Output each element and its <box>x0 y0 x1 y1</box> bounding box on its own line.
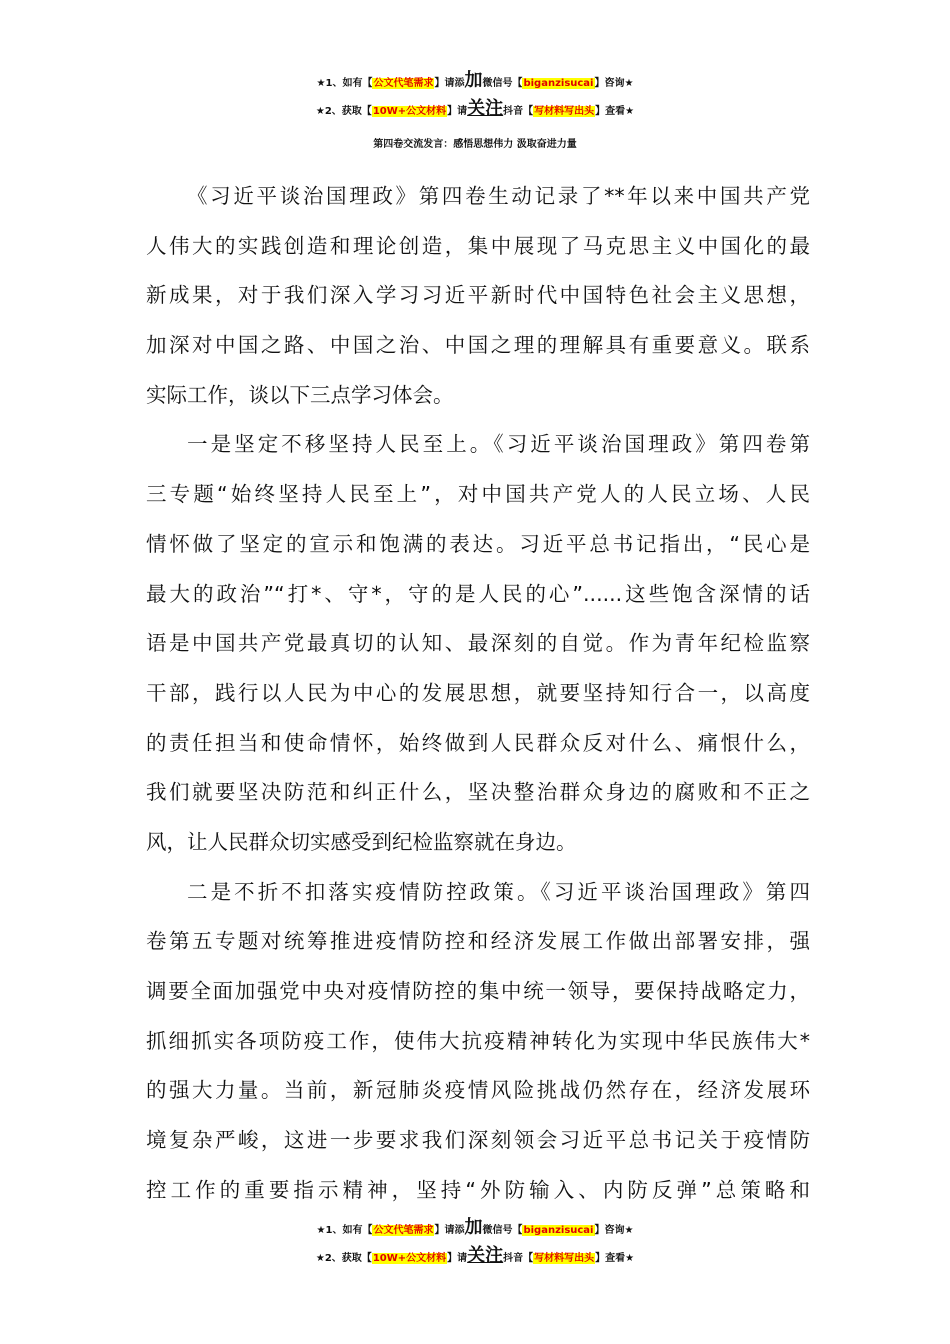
highlight-douyin: 写材料写出头 <box>534 106 595 117</box>
text-line: 三专题“始终坚持人民至上”，对中国共产党人的人民立场、人民 <box>146 482 810 507</box>
highlight-douyin: 写材料写出头 <box>534 1253 595 1264</box>
paragraph-point-one <box>146 420 810 867</box>
banner-line-1: ★1、如有【公文代笔需求】请添加微信号【biganzisucai】咨询★ <box>316 70 634 91</box>
footer-banner <box>0 1215 950 1271</box>
text-line: 新成果，对于我们深入学习习近平新时代中国特色社会主义思想， <box>146 283 810 308</box>
text-line: 最大的政治”“打*、守*，守的是人民的心”......这些饱含深情的话 <box>146 581 810 606</box>
banner-line-1: ★1、如有【公文代笔需求】请添加微信号【biganzisucai】咨询★ <box>316 1217 634 1238</box>
paragraph-point-two <box>146 868 810 1216</box>
document-body <box>146 172 810 1215</box>
text-line: 《习近平谈治国理政》第四卷生动记录了**年以来中国共产党 <box>187 184 810 208</box>
header-banner <box>0 68 950 124</box>
text-line: 我们就要坚决防范和纠正什么，坚决整治群众身边的腐败和不正之 <box>146 780 810 805</box>
text-line: 调要全面加强党中央对疫情防控的集中统一领导，要保持战略定力， <box>146 979 810 1003</box>
highlight-materials: 10W+公文材料 <box>372 106 447 117</box>
banner-line-2: ★2、获取【10W+公文材料】请关注抖音【写材料写出头】查看★ <box>315 98 635 119</box>
highlight-service: 公文代笔需求 <box>373 1225 434 1236</box>
highlight-wechat-id: biganzisucai <box>523 1225 594 1236</box>
text-line: 人伟大的实践创造和理论创造，集中展现了马克思主义中国化的最 <box>146 233 810 258</box>
highlight-service: 公文代笔需求 <box>373 78 434 89</box>
banner-line-2: ★2、获取【10W+公文材料】请关注抖音【写材料写出头】查看★ <box>315 1245 635 1266</box>
text-line: 实际工作，谈以下三点学习体会。 <box>146 382 454 407</box>
text-line: 控工作的重要指示精神，坚持“外防输入、内防反弹”总策略和 <box>146 1177 810 1202</box>
text-line: 的强大力量。当前，新冠肺炎疫情风险挑战仍然存在，经济发展环 <box>146 1078 810 1103</box>
text-line: 境复杂严峻，这进一步要求我们深刻领会习近平总书记关于疫情防 <box>146 1128 810 1153</box>
text-line: 卷第五专题对统筹推进疫情防控和经济发展工作做出部署安排，强 <box>146 929 810 954</box>
text-line: 语是中国共产党最真切的认知、最深刻的自觉。作为青年纪检监察 <box>146 631 810 656</box>
text-line: 抓细抓实各项防疫工作，使伟大抗疫精神转化为实现中华民族伟大* <box>146 1028 810 1053</box>
document-title: 第四卷交流发言：感悟思想伟力 汲取奋进力量 <box>373 139 577 150</box>
text-line: 干部，践行以人民为中心的发展思想，就要坚持知行合一，以高度 <box>146 680 810 705</box>
text-line: 风，让人民群众切实感受到纪检监察就在身边。 <box>146 829 577 854</box>
highlight-wechat-id: biganzisucai <box>523 78 594 89</box>
text-line: 一是坚定不移坚持人民至上。《习近平谈治国理政》第四卷第 <box>187 432 810 457</box>
text-line: 的责任担当和使命情怀，始终做到人民群众反对什么、痛恨什么， <box>146 730 810 755</box>
text-line: 加深对中国之路、中国之治、中国之理的理解具有重要意义。联系 <box>146 333 810 358</box>
paragraph-intro <box>146 172 810 420</box>
text-line: 二是不折不扣落实疫情防控政策。《习近平谈治国理政》第四 <box>187 879 810 904</box>
text-line: 情怀做了坚定的宣示和饱满的表达。习近平总书记指出，“民心是 <box>146 531 810 556</box>
highlight-materials: 10W+公文材料 <box>372 1253 447 1264</box>
